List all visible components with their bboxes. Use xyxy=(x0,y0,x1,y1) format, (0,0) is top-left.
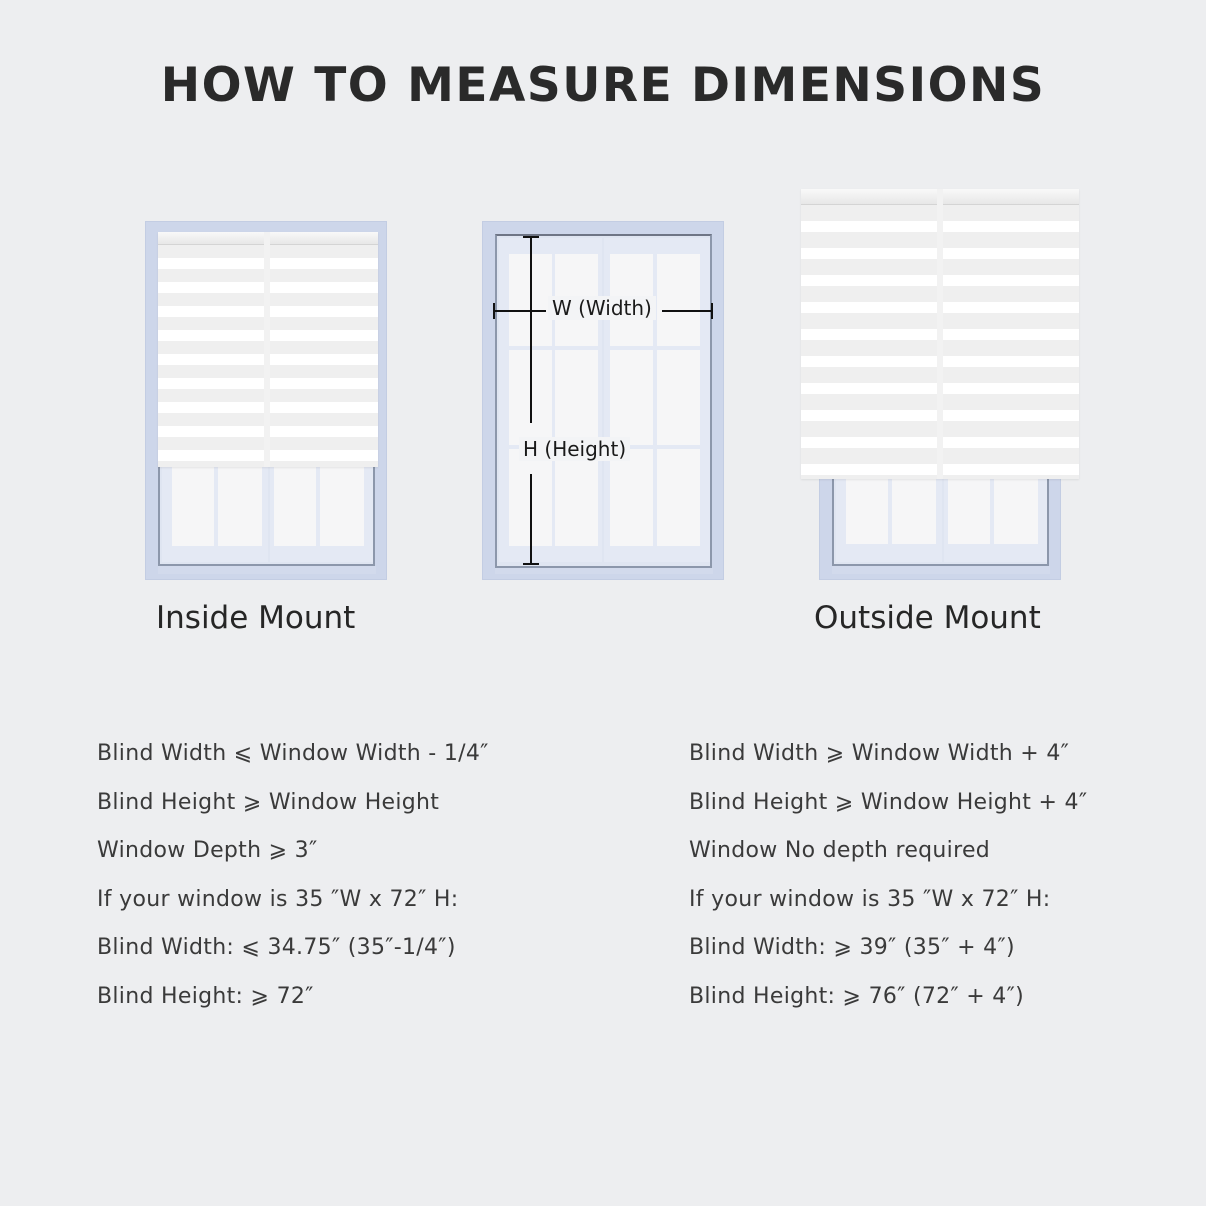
window-sill xyxy=(495,568,713,574)
page-title: HOW TO MEASURE DIMENSIONS xyxy=(160,58,1046,113)
window-frame xyxy=(482,221,724,580)
blind-divider xyxy=(264,232,270,467)
window-pane xyxy=(555,449,598,546)
window-sash-right xyxy=(604,238,710,562)
rule-item: Blind Width ⩽ Window Width - 1/4″ xyxy=(97,741,489,766)
width-label: W (Width) xyxy=(548,296,656,320)
window-pane xyxy=(657,254,700,346)
rule-item: Blind Height ⩾ Window Height xyxy=(97,789,440,815)
window-sash-left xyxy=(162,462,268,562)
window-pane xyxy=(610,350,653,445)
rule-item: Blind Height: ⩾ 76″ (72″ + 4″) xyxy=(689,983,1024,1009)
width-cap-right xyxy=(711,303,713,319)
rule-item: Blind Height ⩾ Window Height + 4″ xyxy=(689,789,1088,815)
width-measure-line xyxy=(662,310,712,312)
window-pane xyxy=(218,466,262,546)
rule-item: Blind Width: ⩽ 34.75″ (35″-1/4″) xyxy=(97,935,456,960)
rule-item: Blind Width: ⩾ 39″ (35″ + 4″) xyxy=(689,935,1015,960)
zebra-blind xyxy=(158,232,378,467)
height-measure-line xyxy=(530,474,532,564)
window-pane xyxy=(172,466,214,546)
blind-divider xyxy=(937,189,943,479)
window-pane xyxy=(555,350,598,445)
window-pane xyxy=(657,449,700,546)
rule-item: Blind Width ⩾ Window Width + 4″ xyxy=(689,741,1070,766)
rule-item: If your window is 35 ″W x 72″ H: xyxy=(689,886,1051,912)
window-pane xyxy=(320,466,364,546)
zebra-blind xyxy=(801,189,1079,479)
window-sill xyxy=(832,566,1050,574)
rule-item: Window Depth ⩾ 3″ xyxy=(97,838,318,863)
window-pane xyxy=(657,350,700,445)
outside-mount-rules xyxy=(689,736,1087,1027)
rule-item: Window No depth required xyxy=(689,838,991,863)
width-measure-line xyxy=(494,310,546,312)
window-pane xyxy=(274,466,316,546)
height-cap-top xyxy=(523,236,539,238)
window-pane xyxy=(610,449,653,546)
inside-mount-rules xyxy=(97,736,489,1027)
window-sash-right xyxy=(270,462,373,562)
window-sash-left xyxy=(499,238,602,562)
rule-item: Blind Height: ⩾ 72″ xyxy=(97,983,314,1009)
rule-item: If your window is 35 ″W x 72″ H: xyxy=(97,886,459,912)
height-label: H (Height) xyxy=(519,437,630,461)
window-sill xyxy=(158,566,376,574)
width-cap-left xyxy=(493,303,495,319)
inside-mount-label: Inside Mount xyxy=(156,600,356,636)
height-measure-line xyxy=(530,237,532,423)
outside-mount-label: Outside Mount xyxy=(814,600,1041,636)
height-cap-bottom xyxy=(523,563,539,565)
